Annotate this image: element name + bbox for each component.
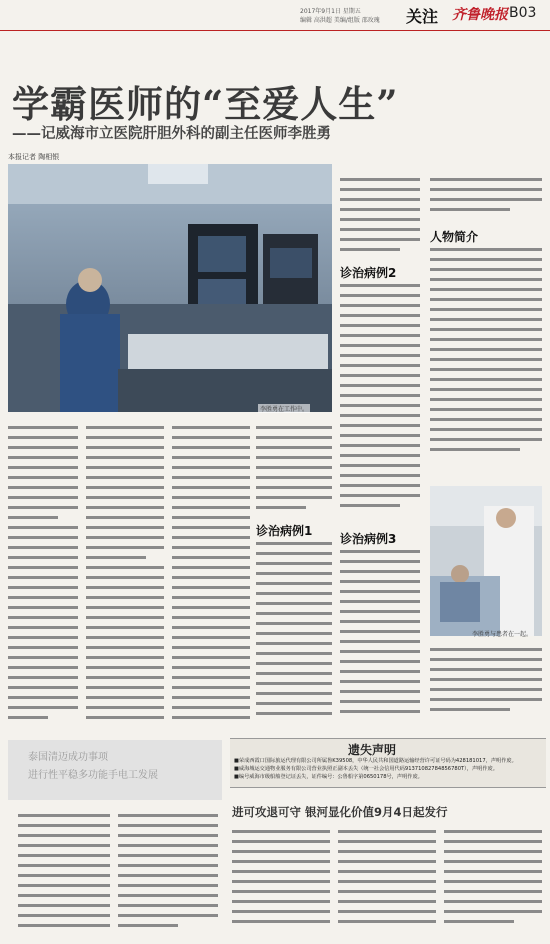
ad-left-line2: 进行性平稳多功能手电工发展 xyxy=(28,770,158,781)
header-date: 2017年9月1日 星期五 xyxy=(300,8,361,15)
patient-scene-image xyxy=(430,486,542,636)
ad-left-line1: 泰国清迈成功事项 xyxy=(28,752,108,763)
text-lines xyxy=(232,828,330,938)
text-lines xyxy=(86,424,164,726)
page-number: B03 xyxy=(509,5,537,21)
article-column-5a xyxy=(340,176,420,258)
section-title-case3: 诊治病例3 xyxy=(340,532,397,546)
article-column-6a xyxy=(430,176,542,222)
byline: 本报记者 陶相银 xyxy=(8,153,60,161)
text-lines xyxy=(172,424,250,726)
ad-right-body-3 xyxy=(444,828,542,938)
surgery-scene-image xyxy=(8,164,332,412)
article-column-4a xyxy=(256,424,332,516)
article-column-3 xyxy=(172,424,250,726)
text-lines xyxy=(340,282,420,520)
article-column-2 xyxy=(86,424,164,726)
ad-right-body-1 xyxy=(232,828,330,938)
text-lines xyxy=(430,176,542,222)
header-editor: 编辑 高洪超 美编/组版 邵玫瑰 xyxy=(300,17,380,24)
photo-caption-2: 李胜勇与患者在一起。 xyxy=(472,631,533,638)
photo-surgery xyxy=(8,164,332,412)
headline: 学霸医师的“至爱人生” xyxy=(12,82,399,126)
article-column-4b xyxy=(256,540,332,726)
profile-text xyxy=(430,246,542,466)
article-column-5c xyxy=(340,548,420,726)
text-lines xyxy=(340,548,420,726)
article-column-6b xyxy=(430,646,542,726)
section-title-case1: 诊治病例1 xyxy=(256,524,313,538)
photo-patient xyxy=(430,486,542,636)
subhead: ——记威海市立医院肝胆外科的副主任医师李胜勇 xyxy=(12,126,331,142)
text-lines xyxy=(340,176,420,258)
ad-right-body-2 xyxy=(338,828,436,938)
text-lines xyxy=(118,812,218,938)
text-lines xyxy=(18,812,110,938)
photo-caption-1: 李胜勇在工作中。 xyxy=(260,406,309,413)
section-title-case2: 诊治病例2 xyxy=(340,266,397,280)
text-lines xyxy=(8,424,78,726)
text-lines xyxy=(444,828,542,938)
brand-logo: 齐鲁晚报 xyxy=(452,7,508,23)
notice-item: ■编号威海市级船舶登记证丢失，证件编号：公鲁船字第0650178号，声明作废。 xyxy=(234,774,423,780)
text-lines xyxy=(256,424,332,516)
text-lines xyxy=(430,246,542,466)
lost-notice-box xyxy=(230,738,546,788)
notice-item: ■荣成西霞口国际旅运代理有限公司所属鲁K39508，中华人民共和国道路运输经营许可证号码为428181017，声明作废。 xyxy=(234,758,517,764)
text-lines xyxy=(338,828,436,938)
article-column-5b xyxy=(340,282,420,520)
text-lines xyxy=(430,646,542,726)
ad-left-panel xyxy=(8,740,222,800)
header-rule xyxy=(0,30,550,31)
ad-left-body-1 xyxy=(18,812,110,938)
lost-notice-title: 遗失声明 xyxy=(348,743,397,757)
ad-right-title: 进可攻退可守 银河显化价值9月4日起发行 xyxy=(232,805,448,819)
text-lines xyxy=(256,540,332,726)
article-column-1 xyxy=(8,424,78,726)
section-title-profile: 人物简介 xyxy=(430,230,479,244)
notice-item: ■威海城运交通物业服务有限公司营业执照正副本丢失（统一社会信用代码91371082784856780T），声明作废。 xyxy=(234,766,498,772)
header-section: 关注 xyxy=(406,7,439,26)
ad-left-body-2 xyxy=(118,812,218,938)
